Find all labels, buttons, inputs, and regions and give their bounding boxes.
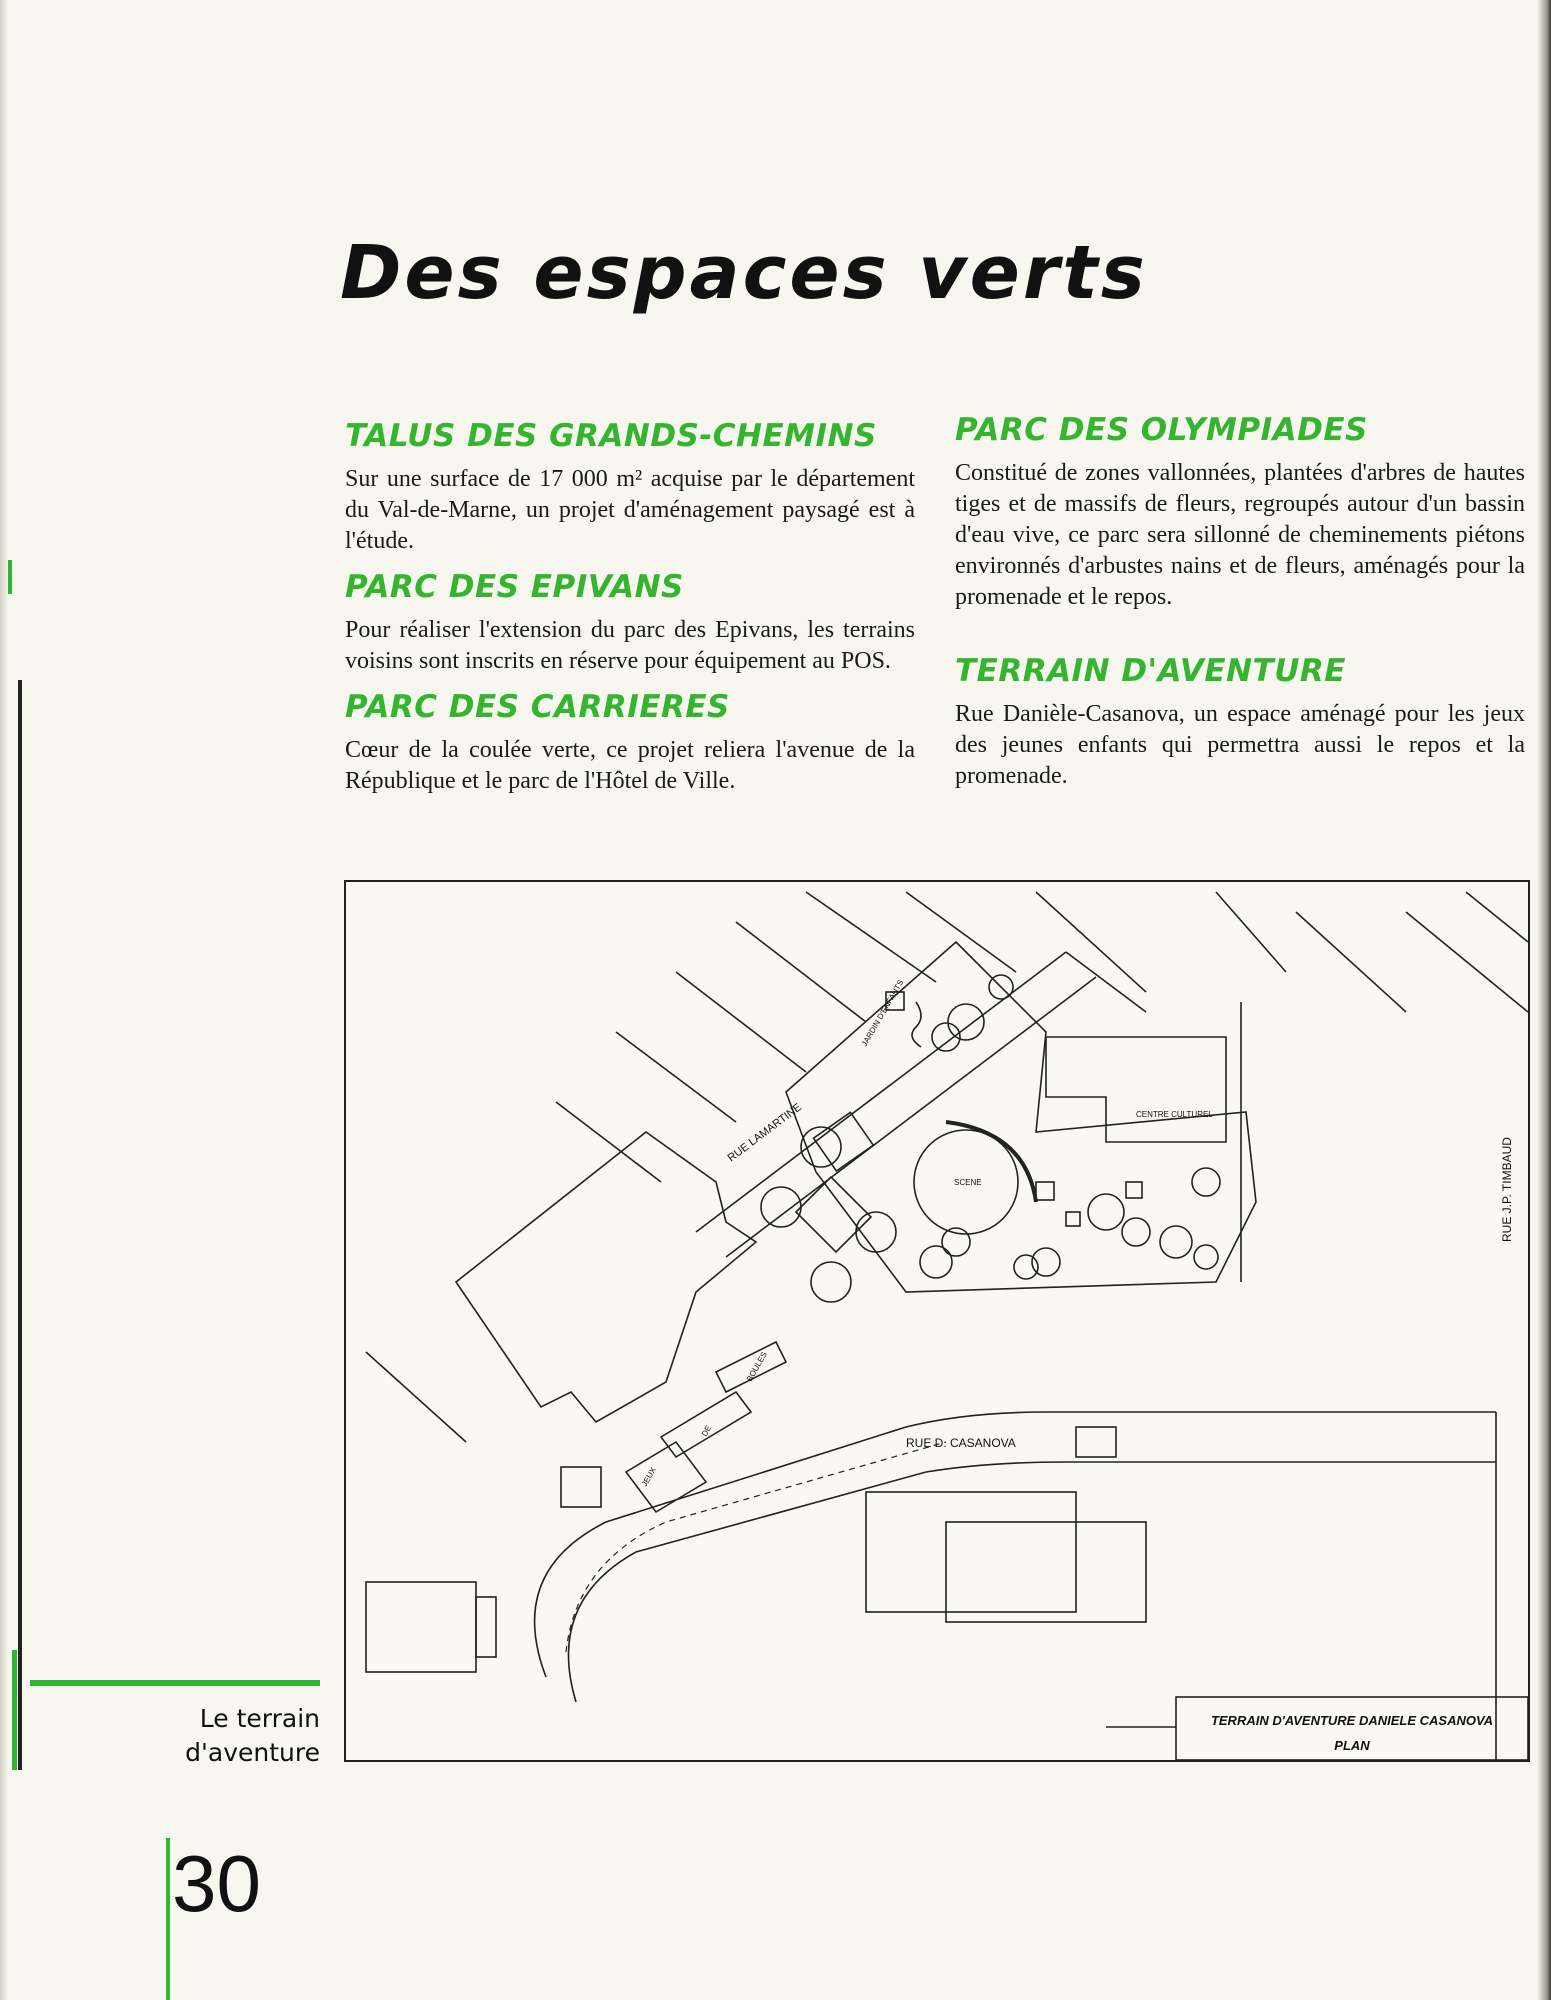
- caption-line: Le terrain: [199, 1704, 320, 1733]
- margin-mark: [12, 1650, 17, 1770]
- tree: [1088, 1194, 1124, 1230]
- left-column: [345, 418, 915, 809]
- section-carrieres: [345, 689, 915, 797]
- tree: [1194, 1245, 1218, 1269]
- parcel-line: [366, 1352, 466, 1442]
- parcel-line: [1216, 892, 1286, 972]
- section-heading: TALUS DES GRANDS-CHEMINS: [345, 418, 877, 454]
- street-label: RUE J.P. TIMBAUD: [1500, 1137, 1514, 1242]
- section-body: Cœur de la coulée verte, ce projet reliera l'avenue de la République et le parc de l'Hôtel de Ville.: [345, 737, 915, 794]
- building-footprint: [946, 1522, 1146, 1622]
- section-aventure: [955, 653, 1525, 792]
- section-heading: PARC DES CARRIERES: [345, 689, 730, 725]
- page-number: 30: [172, 1839, 261, 1928]
- building-footprint: [456, 1132, 756, 1422]
- section-body: Constitué de zones vallonnées, plantées d'arbres de hautes tiges et de massifs de fleurs, regroupés autour d'un bassin d'eau vive, ce parc sera sillonné de cheminements piétons environnés d'arbustes nains et de fleurs, aménagés pour la promenade et le repos.: [955, 460, 1525, 610]
- section-epivans: [345, 569, 915, 677]
- right-column: [955, 412, 1525, 832]
- parcel-line: [1466, 892, 1528, 942]
- section-olympiades: [955, 412, 1525, 613]
- play-equipment: [1036, 1182, 1054, 1200]
- parcel-line: [1296, 912, 1406, 1012]
- court-label: DE: [699, 1423, 714, 1438]
- parcel-line: [1036, 892, 1146, 992]
- tree: [920, 1246, 952, 1278]
- tree: [1122, 1218, 1150, 1246]
- boules-court: [626, 1442, 706, 1512]
- round-room: [761, 1187, 801, 1227]
- caption-line: d'aventure: [185, 1738, 320, 1767]
- section-heading: PARC DES EPIVANS: [345, 569, 684, 605]
- winding-path: [912, 1002, 921, 1047]
- play-equipment: [1126, 1182, 1142, 1198]
- section-talus: [345, 418, 915, 557]
- tree: [948, 1004, 984, 1040]
- page-binding-edge: [0, 0, 8, 2000]
- section-body: Rue Danièle-Casanova, un espace aménagé pour les jeux des jeunes enfants qui permettra aussi le repos et la promenade.: [955, 701, 1525, 789]
- parcel-line: [906, 892, 1016, 972]
- page-title: Des espaces verts: [340, 230, 1148, 316]
- section-heading: TERRAIN D'AVENTURE: [955, 653, 1346, 689]
- tree: [1192, 1168, 1220, 1196]
- legend-subtitle: PLAN: [1334, 1738, 1370, 1753]
- parcel-line: [616, 1032, 736, 1122]
- passage: [1076, 1427, 1116, 1457]
- site-plan-drawing: [346, 882, 1528, 1760]
- centre-culturel-building: [1046, 1037, 1226, 1142]
- margin-mark: [8, 560, 12, 594]
- street-edge: [535, 1412, 1496, 1677]
- court-label: BOULES: [744, 1350, 769, 1383]
- building-label: CENTRE CULTUREL: [1136, 1110, 1213, 1119]
- footpath: [566, 1442, 946, 1652]
- amphitheatre-steps: [946, 1122, 1036, 1202]
- area-label: JARDIN D'ENFANTS: [859, 978, 906, 1048]
- building-annex: [476, 1597, 496, 1657]
- section-body: Sur une surface de 17 000 m² acquise par le département du Val-de-Marne, un projet d'aménagement paysagé est à l'étude.: [345, 466, 915, 554]
- street-edge: [569, 1462, 1497, 1702]
- section-body: Pour réaliser l'extension du parc des Epivans, les terrains voisins sont inscrits en réserve pour équipement au POS.: [345, 617, 915, 674]
- tree: [942, 1228, 970, 1256]
- tree: [1014, 1255, 1038, 1279]
- tree: [1160, 1226, 1192, 1258]
- caption-rule: [30, 1680, 320, 1686]
- parcel-line: [676, 972, 806, 1072]
- parcel-line: [806, 892, 936, 982]
- round-room: [811, 1262, 851, 1302]
- building-footprint: [866, 1492, 1076, 1612]
- building-label: SCENE: [954, 1178, 982, 1187]
- site-plan: [344, 880, 1530, 1762]
- legend-title: TERRAIN D'AVENTURE DANIELE CASANOVA: [1210, 1713, 1494, 1728]
- margin-bar: [18, 680, 22, 1770]
- building-footprint: [366, 1582, 476, 1672]
- court-label: JEUX: [639, 1465, 658, 1488]
- play-equipment: [1066, 1212, 1080, 1226]
- parcel-line: [736, 922, 866, 1022]
- pavilion-core: [796, 1177, 871, 1252]
- figure-caption: [150, 1702, 320, 1770]
- section-heading: PARC DES OLYMPIADES: [955, 412, 1368, 448]
- small-building: [561, 1467, 601, 1507]
- street-label: RUE LAMARTINE: [725, 1101, 804, 1165]
- page-number-rule: [166, 1838, 170, 2000]
- street-label: RUE D. CASANOVA: [906, 1436, 1016, 1450]
- parcel-line: [556, 1102, 661, 1182]
- page-right-edge: [1537, 0, 1551, 2000]
